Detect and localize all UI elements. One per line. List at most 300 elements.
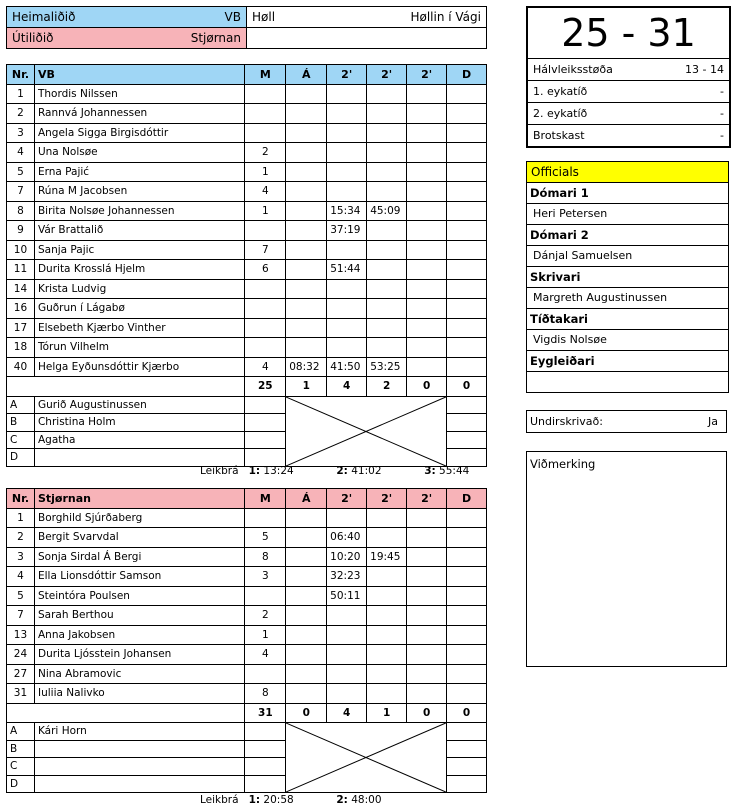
player-s2 [367,586,407,606]
player-s2 [367,318,407,338]
away-team-cell [7,28,247,49]
player-s2 [367,299,407,319]
player-name: Ella Lionsdóttir Samson [34,567,244,587]
player-number: 2 [7,104,35,124]
official-m [245,723,286,741]
player-number: 4 [7,567,35,587]
player-number: 10 [7,240,35,260]
away-team-table [6,488,487,793]
player-name: Steintóra Poulsen [34,586,244,606]
official-d [447,723,487,741]
player-s1 [327,299,367,319]
home-team-table [6,64,487,467]
score-row [528,59,729,81]
home-label: Heimaliðið [12,10,76,24]
col-a-header: Á [286,489,327,509]
player-a [286,260,327,280]
crossed-box [286,723,447,793]
team-name-header: Stjørnan [34,489,244,509]
player-s1: 32:23 [327,567,367,587]
timeout-1: 13:24 [263,465,294,477]
col-2min-3-header: 2' [407,65,447,85]
player-m [245,221,286,241]
official-name: Agatha [34,431,244,449]
player-s3 [407,567,447,587]
timeout-2: 41:02 [351,465,382,477]
remark-label: Viðmerking [530,457,596,471]
player-row [7,508,487,528]
player-m: 4 [245,182,286,202]
player-a [286,606,327,626]
venue-name: Høllin í Vági [410,10,481,24]
player-name: Tórun Vilhelm [34,338,244,358]
player-name: Sonja Sirdal Á Bergi [34,547,244,567]
player-m: 1 [245,201,286,221]
player-d [447,182,487,202]
player-m [245,586,286,606]
player-d [447,664,487,684]
player-d [447,586,487,606]
official-role: Dómari 1 [530,186,589,200]
player-s3 [407,645,447,665]
player-a [286,104,327,124]
player-s1 [327,279,367,299]
player-s3 [407,299,447,319]
totals-row [7,377,487,397]
player-name: Iuliia Nalivko [34,684,244,704]
match-header [6,6,487,49]
player-m: 3 [245,567,286,587]
player-s2 [367,84,407,104]
player-d [447,299,487,319]
player-a: 08:32 [286,357,327,377]
timeout-1-label: 1: [248,794,261,806]
player-a [286,508,327,528]
player-m [245,123,286,143]
player-s3 [407,625,447,645]
player-s2 [367,123,407,143]
player-s1 [327,182,367,202]
player-m [245,338,286,358]
score-row [528,81,729,103]
player-row [7,664,487,684]
player-row [7,547,487,567]
player-name: Anna Jakobsen [34,625,244,645]
col-a-header: Á [286,65,327,85]
official-person: Margreth Augustinussen [527,287,728,309]
player-a [286,143,327,163]
player-m [245,279,286,299]
team-header-row [7,489,487,509]
player-d [447,606,487,626]
total-s2: 1 [367,703,407,723]
player-s2 [367,684,407,704]
player-row [7,221,487,241]
player-m [245,104,286,124]
player-s1 [327,318,367,338]
player-s1 [327,84,367,104]
player-row [7,260,487,280]
total-m: 31 [245,703,286,723]
player-d [447,143,487,163]
official-letter: B [7,414,35,432]
player-s3 [407,84,447,104]
player-s3 [407,123,447,143]
player-number: 11 [7,260,35,280]
timeout-label: Leikbrá [200,465,239,477]
player-name: Krista Ludvig [34,279,244,299]
official-role: Dómari 2 [530,228,589,242]
player-d [447,260,487,280]
player-name: Borghild Sjúrðaberg [34,508,244,528]
total-d: 0 [447,377,487,397]
player-row [7,279,487,299]
total-s1: 4 [327,703,367,723]
player-name: Elsebeth Kjærbo Vinther [34,318,244,338]
player-row [7,645,487,665]
score-row-label: 1. eykatíð [533,85,588,98]
player-m: 1 [245,162,286,182]
player-m: 7 [245,240,286,260]
away-label: Útiliðið [12,31,54,45]
player-d [447,645,487,665]
player-d [447,162,487,182]
player-s2 [367,664,407,684]
player-s3 [407,528,447,548]
player-a [286,645,327,665]
player-m [245,299,286,319]
venue-cell [247,7,487,28]
player-a [286,625,327,645]
player-m [245,318,286,338]
score-box [526,6,731,148]
official-m [245,431,286,449]
player-s1 [327,606,367,626]
player-row [7,338,487,358]
official-person [527,371,728,392]
official-m [245,396,286,414]
player-d [447,625,487,645]
total-m: 25 [245,377,286,397]
officials-title: Officials [527,162,728,183]
player-d [447,528,487,548]
player-number: 7 [7,606,35,626]
totals-row [7,703,487,723]
player-m: 1 [245,625,286,645]
player-s3 [407,279,447,299]
player-number: 31 [7,684,35,704]
player-m: 6 [245,260,286,280]
player-name: Sarah Berthou [34,606,244,626]
cross-mark [286,397,446,466]
crossed-box [286,396,447,466]
official-name [34,449,244,467]
final-score: 25 - 31 [528,8,729,59]
team-name-header: VB [34,65,244,85]
venue-label: Høll [252,10,276,24]
player-row [7,318,487,338]
player-row [7,357,487,377]
official-d [447,431,487,449]
col-d-header: D [447,65,487,85]
player-s3 [407,586,447,606]
player-row [7,104,487,124]
official-d [447,775,487,793]
player-s2 [367,221,407,241]
player-row [7,84,487,104]
cross-mark [286,723,446,792]
player-s3 [407,201,447,221]
player-m: 4 [245,645,286,665]
player-number: 1 [7,84,35,104]
player-row [7,625,487,645]
col-2min-2-header: 2' [367,65,407,85]
totals-blank [7,703,245,723]
official-letter: A [7,723,35,741]
player-name: Birita Nolsøe Johannessen [34,201,244,221]
total-s3: 0 [407,377,447,397]
player-number: 5 [7,162,35,182]
player-s2 [367,240,407,260]
player-name: Rannvá Johannessen [34,104,244,124]
player-s1: 51:44 [327,260,367,280]
player-number: 5 [7,586,35,606]
player-number: 24 [7,645,35,665]
player-number: 18 [7,338,35,358]
team-official-row [7,396,487,414]
player-s3 [407,684,447,704]
player-row [7,123,487,143]
player-row [7,240,487,260]
player-m: 8 [245,684,286,704]
official-name: Christina Holm [34,414,244,432]
col-2min-3-header: 2' [407,489,447,509]
player-s2 [367,182,407,202]
player-s2 [367,260,407,280]
player-name: Vár Brattalið [34,221,244,241]
player-s1 [327,338,367,358]
player-s3 [407,240,447,260]
score-row-value: - [720,85,724,98]
home-timeouts [200,465,469,477]
player-d [447,357,487,377]
score-row-value: - [720,129,724,142]
player-s3 [407,357,447,377]
player-name: Thordis Nilssen [34,84,244,104]
player-s2 [367,606,407,626]
player-s1 [327,104,367,124]
player-number: 4 [7,143,35,163]
player-s2 [367,567,407,587]
player-s3 [407,104,447,124]
player-name: Angela Sigga Birgisdóttir [34,123,244,143]
total-s1: 4 [327,377,367,397]
player-s1 [327,143,367,163]
player-m: 2 [245,143,286,163]
player-name: Erna Pajić [34,162,244,182]
player-s2 [367,162,407,182]
player-row [7,143,487,163]
player-number: 16 [7,299,35,319]
player-m [245,84,286,104]
home-team-cell [7,7,247,28]
timeout-2: 48:00 [351,794,382,806]
timeout-1-label: 1: [248,465,261,477]
player-a [286,684,327,704]
player-s3 [407,547,447,567]
player-d [447,279,487,299]
player-name: Durita Ljósstein Johansen [34,645,244,665]
player-m: 8 [245,547,286,567]
score-row-label: Hálvleiksstøða [533,63,613,76]
player-name: Nina Abramovic [34,664,244,684]
official-name [34,775,244,793]
player-number: 27 [7,664,35,684]
player-m: 4 [245,357,286,377]
official-person: Heri Petersen [527,203,728,225]
player-row [7,162,487,182]
venue-empty-cell [247,28,487,49]
player-number: 2 [7,528,35,548]
score-row-value: 13 - 14 [685,63,724,76]
player-row [7,606,487,626]
player-a [286,279,327,299]
player-a [286,586,327,606]
player-row [7,182,487,202]
player-name: Rúna M Jacobsen [34,182,244,202]
col-m-header: M [245,65,286,85]
player-s3 [407,508,447,528]
official-name [34,758,244,776]
player-s1 [327,645,367,665]
player-d [447,508,487,528]
player-s3 [407,318,447,338]
timeout-3: 55:44 [439,465,470,477]
player-s2 [367,104,407,124]
player-a [286,201,327,221]
col-2min-1-header: 2' [327,489,367,509]
player-number: 8 [7,201,35,221]
player-a [286,240,327,260]
player-d [447,84,487,104]
official-name [34,740,244,758]
player-s3 [407,162,447,182]
player-a [286,664,327,684]
player-row [7,684,487,704]
officials-panel [526,161,729,393]
official-person: Vigdis Nolsøe [527,329,728,351]
player-s2 [367,528,407,548]
total-d: 0 [447,703,487,723]
official-role: Skrivari [530,270,581,284]
player-s2 [367,143,407,163]
total-s3: 0 [407,703,447,723]
totals-blank [7,377,245,397]
score-row-label: Brotskast [533,129,585,142]
total-a: 1 [286,377,327,397]
player-name: Durita Krosslá Hjelm [34,260,244,280]
player-s1: 10:20 [327,547,367,567]
player-row [7,201,487,221]
player-s2: 45:09 [367,201,407,221]
signed-value: Ja [708,415,718,428]
player-d [447,240,487,260]
official-letter: A [7,396,35,414]
player-s2 [367,645,407,665]
player-s2: 19:45 [367,547,407,567]
player-s3 [407,182,447,202]
official-m [245,775,286,793]
player-row [7,528,487,548]
player-s1 [327,162,367,182]
player-name: Helga Eyðunsdóttir Kjærbo [34,357,244,377]
col-2min-2-header: 2' [367,489,407,509]
player-a [286,338,327,358]
col-2min-1-header: 2' [327,65,367,85]
official-m [245,414,286,432]
player-s3 [407,606,447,626]
player-d [447,684,487,704]
remark-box [526,451,727,667]
col-nr-header: Nr. [7,489,35,509]
player-d [447,318,487,338]
player-name: Bergit Svarvdal [34,528,244,548]
total-s2: 2 [367,377,407,397]
timeout-2-label: 2: [336,794,348,806]
official-d [447,449,487,467]
player-number: 3 [7,547,35,567]
total-a: 0 [286,703,327,723]
player-s2 [367,508,407,528]
player-a [286,182,327,202]
player-m: 2 [245,606,286,626]
timeout-label: Leikbrá [200,794,239,806]
official-person: Dánjal Samuelsen [527,245,728,267]
timeout-3-label: 3: [424,465,436,477]
player-a [286,318,327,338]
official-d [447,414,487,432]
official-m [245,758,286,776]
player-number: 40 [7,357,35,377]
player-number: 17 [7,318,35,338]
player-m: 5 [245,528,286,548]
signed-label: Undirskrivað: [530,415,603,428]
home-team-name: VB [224,10,241,24]
player-d [447,123,487,143]
player-s2 [367,625,407,645]
player-row [7,567,487,587]
official-d [447,740,487,758]
official-role: Tíðtakari [530,312,588,326]
official-letter: C [7,758,35,776]
player-a [286,567,327,587]
player-s1 [327,508,367,528]
player-number: 1 [7,508,35,528]
player-number: 3 [7,123,35,143]
timeout-1: 20:58 [263,794,294,806]
player-s1: 06:40 [327,528,367,548]
player-s2 [367,338,407,358]
player-d [447,221,487,241]
col-nr-header: Nr. [7,65,35,85]
team-official-row [7,723,487,741]
player-name: Una Nolsøe [34,143,244,163]
player-s1: 50:11 [327,586,367,606]
player-s2 [367,279,407,299]
away-timeouts [200,794,382,806]
player-s1 [327,664,367,684]
official-m [245,740,286,758]
